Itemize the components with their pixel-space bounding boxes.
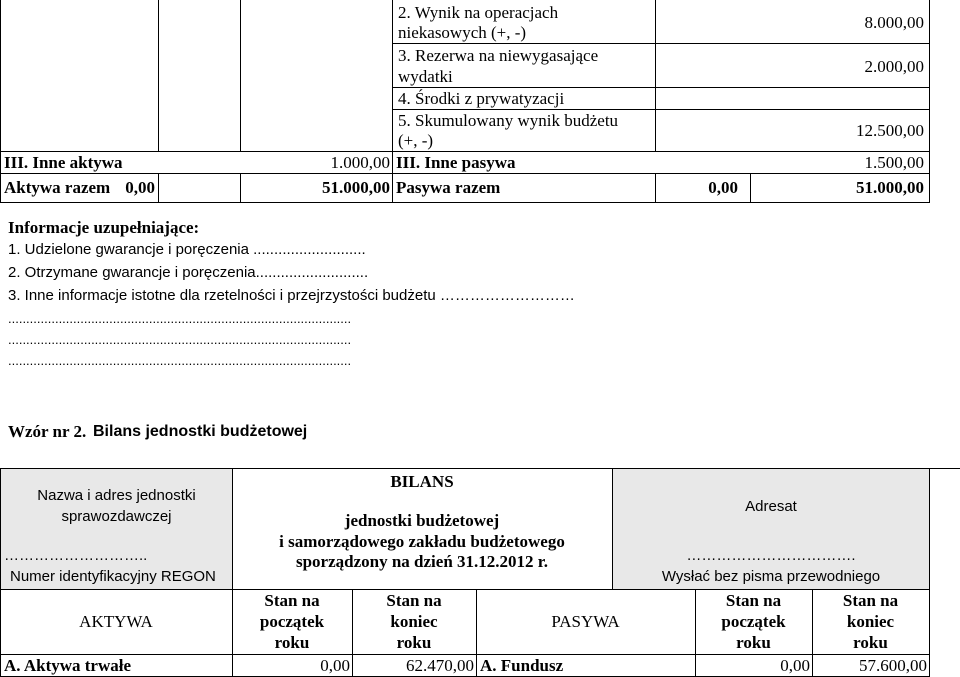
template-prefix: Wzór nr 2. <box>8 422 87 441</box>
col-end-header: roku <box>853 633 888 652</box>
inne-aktywa-label: III. Inne aktywa <box>4 153 123 172</box>
row-label: 3. Rezerwa na niewygasające <box>398 46 599 65</box>
col-start-header: początek <box>259 612 325 631</box>
bilans-date: sporządzony na dzień 31.12.2012 r. <box>295 552 549 571</box>
aktywa-trwale-label: A. Aktywa trwałe <box>4 656 132 675</box>
col-start-header: roku <box>274 633 310 652</box>
row-label: 5. Skumulowany wynik budżetu <box>398 111 619 130</box>
template-name: Bilans jednostki budżetowej <box>93 423 308 440</box>
info-item: 1. Udzielone gwarancje i poręczenia ........................... <box>8 241 366 258</box>
col-end-header: Stan na <box>842 591 899 610</box>
info-item: 3. Inne informacje istotne dla rzetelności i przejrzystości budżetu ……………………… <box>8 287 575 304</box>
bilans-subtitle: jednostki budżetowej <box>344 511 500 530</box>
aktywa-razem-start: 0,00 <box>125 178 155 197</box>
pasywa-header: PASYWA <box>551 612 620 631</box>
col-start-header: roku <box>736 633 771 652</box>
aktywa-razem-end: 51.000,00 <box>322 178 390 197</box>
row-label-cont: wydatki <box>398 67 453 86</box>
pasywa-razem-end: 51.000,00 <box>856 178 924 197</box>
row-label: 4. Środki z prywatyzacji <box>398 89 565 108</box>
info-item: 2. Otrzymane gwarancje i poręczenia........................... <box>8 264 369 281</box>
row-label-cont: niekasowych (+, -) <box>398 23 527 42</box>
fundusz-start: 0,00 <box>780 656 810 675</box>
row-value: 8.000,00 <box>864 13 924 32</box>
col-end-header: koniec <box>846 612 895 631</box>
aktywa-razem-label: Aktywa razem <box>4 178 111 197</box>
info-dots: ............................................................................................... <box>8 332 352 347</box>
row-label: 2. Wynik na operacjach <box>398 3 559 22</box>
col-start-header: Stan na <box>264 591 320 610</box>
info-dots: ............................................................................................... <box>8 353 352 368</box>
info-dots: ............................................................................................... <box>8 311 352 326</box>
row-value: 2.000,00 <box>864 57 924 76</box>
row-label-cont: (+, -) <box>398 131 434 150</box>
bilans-title: BILANS <box>390 472 454 491</box>
pasywa-razem-start: 0,00 <box>708 178 738 197</box>
col-start-header: początek <box>721 612 786 631</box>
info-heading: Informacje uzupełniające: <box>8 218 200 237</box>
aktywa-header: AKTYWA <box>79 612 153 631</box>
inne-pasywa-value: 1.500,00 <box>864 153 924 172</box>
unit-name-dots: ……………………….. <box>4 547 148 564</box>
inne-pasywa-label: III. Inne pasywa <box>396 153 516 172</box>
fundusz-label: A. Fundusz <box>480 656 564 675</box>
col-start-header: Stan na <box>725 591 782 610</box>
pasywa-razem-label: Pasywa razem <box>396 178 501 197</box>
send-note: Wysłać bez pisma przewodniego <box>661 568 881 585</box>
bilans-subtitle: i samorządowego zakładu budżetowego <box>279 532 565 551</box>
aktywa-trwale-end: 62.470,00 <box>406 656 474 675</box>
col-end-header: koniec <box>390 612 438 631</box>
addressee-label: Adresat <box>745 498 797 515</box>
unit-name-label-cont: sprawozdawczej <box>61 508 172 525</box>
unit-name-label: Nazwa i adres jednostki <box>37 487 196 504</box>
col-end-header: roku <box>396 633 432 652</box>
aktywa-trwale-start: 0,00 <box>320 656 350 675</box>
col-end-header: Stan na <box>386 591 442 610</box>
regon-label: Numer identyfikacyjny REGON <box>10 568 216 585</box>
fundusz-end: 57.600,00 <box>859 656 927 675</box>
row-value: 12.500,00 <box>856 121 924 140</box>
inne-aktywa-value: 1.000,00 <box>330 153 390 172</box>
addressee-dots: ……………………………. <box>686 547 856 564</box>
